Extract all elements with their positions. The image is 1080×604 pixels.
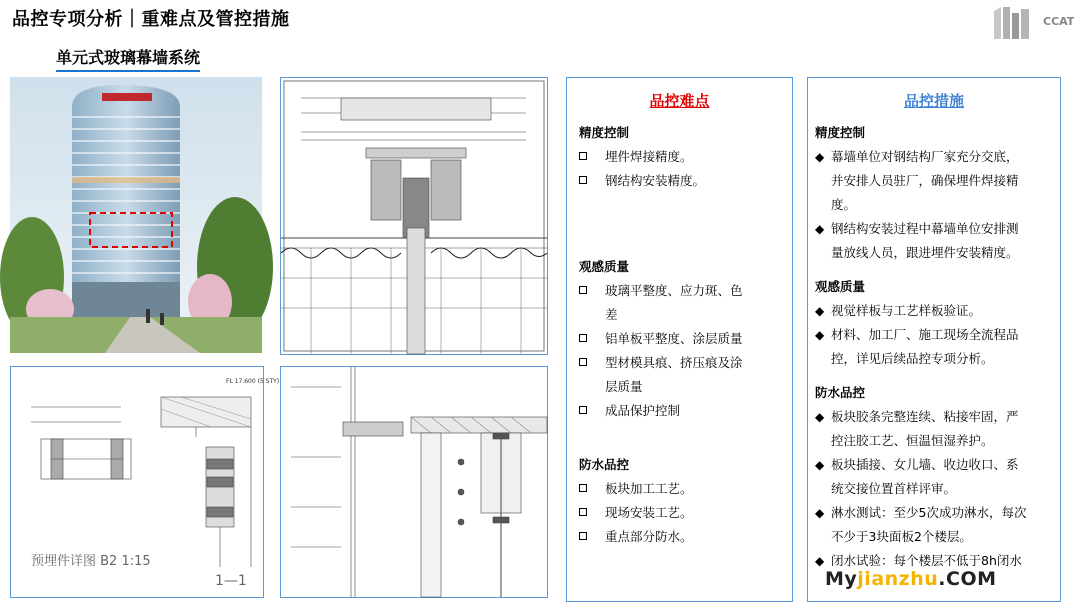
item-text-line: 埋件焊接精度。: [605, 149, 693, 164]
item-text-line: 板块胶条完整连续、粘接牢固，严: [831, 409, 1019, 424]
item-text-line: 钢结构安装过程中幕墙单位安排测: [831, 221, 1019, 236]
diamond-bullet-icon: ◆: [815, 222, 825, 236]
checkbox-square-icon: [579, 532, 587, 540]
item-text-line: 淋水测试：至少5次成功淋水，每次: [831, 505, 1027, 520]
section-heading: 精度控制: [815, 125, 866, 140]
page-title: 品控专项分析｜重难点及管控措施: [12, 9, 290, 30]
checkbox-square-icon: [579, 484, 587, 492]
list-item: [815, 323, 1060, 371]
item-text-line: 重点部分防水。: [605, 529, 693, 544]
list-item: [579, 145, 792, 169]
page-subtitle: 单元式玻璃幕墙系统: [56, 45, 200, 72]
diamond-bullet-icon: ◆: [815, 410, 825, 424]
checkbox-square-icon: [579, 358, 587, 366]
measures-panel: [807, 77, 1061, 602]
section-heading: 观感质量: [579, 259, 630, 274]
diamond-bullet-icon: ◆: [815, 554, 825, 568]
list-item: [815, 453, 1060, 501]
section-caption: 1—1: [215, 573, 247, 589]
list-item: [815, 217, 1060, 265]
item-text-line: 统交接位置首样评审。: [831, 481, 957, 496]
item-text-line: 闭水试验：每个楼层不低于8h闭水: [831, 553, 1022, 568]
section: [815, 383, 1060, 573]
list-item: [579, 279, 792, 327]
item-text-line: 量放线人员，跟进埋件安装精度。: [831, 245, 1019, 260]
list-item: [579, 327, 792, 351]
item-text-line: 材料、加工厂、施工现场全流程品: [831, 327, 1019, 342]
item-text-line: 钢结构安装精度。: [605, 173, 706, 188]
difficulties-title: 品控难点: [649, 92, 710, 110]
embedded-part-drawing: [10, 366, 280, 598]
item-text-line: 板块加工工艺。: [605, 481, 693, 496]
checkbox-square-icon: [579, 152, 587, 160]
section: [579, 257, 792, 423]
section: [815, 123, 1060, 265]
item-text-line: 控，详见后续品控专项分析。: [831, 351, 994, 366]
item-text-line: 度。: [831, 197, 857, 212]
diamond-bullet-icon: ◆: [815, 328, 825, 342]
section-heading: 精度控制: [579, 125, 630, 140]
parapet-section-drawing: [280, 366, 548, 598]
list-item: [579, 169, 792, 193]
item-text-line: 差: [605, 307, 618, 322]
checkbox-square-icon: [579, 286, 587, 294]
elevation-label: FL 17.600 (5 STY): [226, 378, 280, 385]
section-heading: 观感质量: [815, 279, 866, 294]
item-text-line: 铝单板平整度、涂层质量: [605, 331, 743, 346]
section: [815, 277, 1060, 371]
joint-section-drawing: [280, 77, 548, 355]
list-item: [815, 299, 1060, 323]
item-text-line: 并安排人员驻厂，确保埋件焊接精: [831, 173, 1019, 188]
checkbox-square-icon: [579, 406, 587, 414]
measures-title: 品控措施: [903, 92, 964, 110]
diamond-bullet-icon: ◆: [815, 506, 825, 520]
item-text-line: 玻璃平整度、应力斑、色: [605, 283, 743, 298]
diamond-bullet-icon: ◆: [815, 150, 825, 164]
item-text-line: 控注胶工艺、恒温恒湿养护。: [831, 433, 994, 448]
item-text-line: 型材模具痕、挤压痕及涂: [605, 355, 743, 370]
list-item: [815, 145, 1060, 217]
list-item: [579, 399, 792, 423]
checkbox-square-icon: [579, 334, 587, 342]
list-item: [579, 351, 792, 399]
building-rendering-image: [10, 77, 262, 353]
list-item: [579, 501, 792, 525]
item-text-line: 视觉样板与工艺样板验证。: [831, 303, 982, 318]
section: [579, 123, 792, 193]
list-item: [815, 405, 1060, 453]
item-text-line: 幕墙单位对钢结构厂家充分交底，: [831, 149, 1019, 164]
logo-text: CCAT: [1043, 15, 1075, 28]
list-item: [815, 501, 1060, 549]
item-text-line: 现场安装工艺。: [605, 505, 693, 520]
section-heading: 防水品控: [579, 457, 630, 472]
list-item: [579, 525, 792, 549]
diamond-bullet-icon: ◆: [815, 458, 825, 472]
embed-detail-caption: 预埋件详图 B2 1:15: [31, 554, 151, 569]
checkbox-square-icon: [579, 508, 587, 516]
list-item: [579, 477, 792, 501]
item-text-line: 层质量: [605, 379, 643, 394]
item-text-line: 不少于3块面板2个楼层。: [831, 529, 972, 544]
checkbox-square-icon: [579, 176, 587, 184]
section: [579, 455, 792, 549]
difficulties-panel: [566, 77, 793, 602]
diamond-bullet-icon: ◆: [815, 304, 825, 318]
section-heading: 防水品控: [815, 385, 866, 400]
item-text-line: 板块插接、女儿墙、收边收口、系: [831, 457, 1019, 472]
item-text-line: 成品保护控制: [605, 403, 681, 418]
watermark: Myjianzhu.COM: [825, 568, 997, 590]
